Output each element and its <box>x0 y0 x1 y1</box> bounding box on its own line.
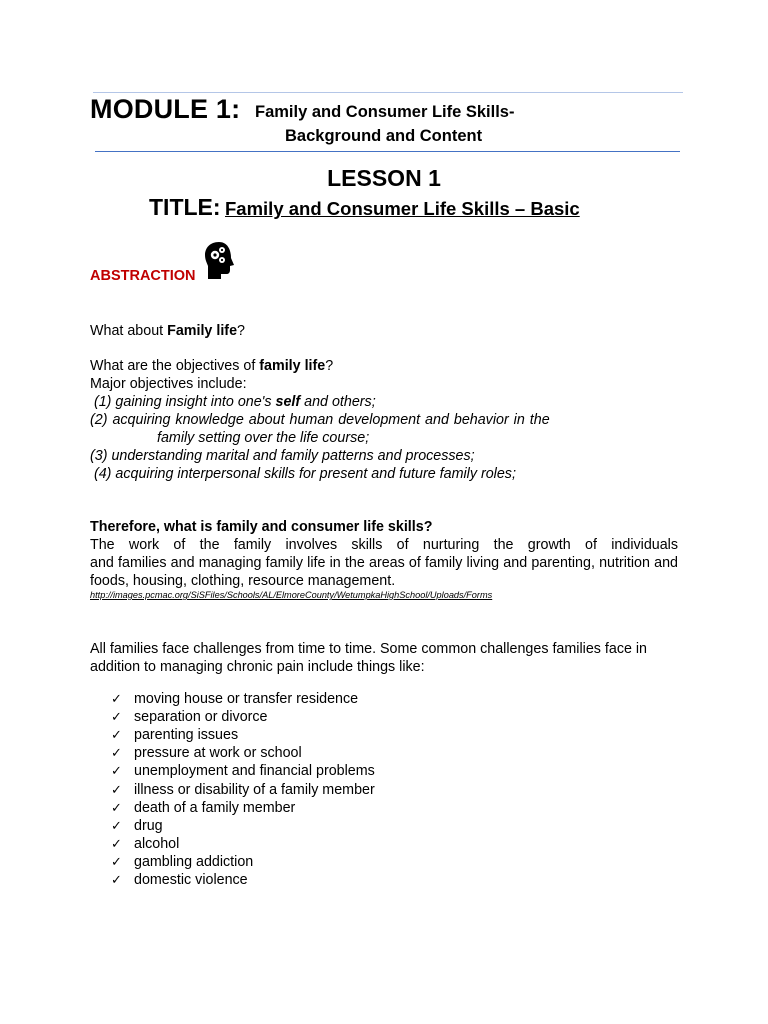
list-item <box>111 744 511 762</box>
challenges-intro: All families face challenges from time to time. Some common challenges families face in addition to managing chronic pain include things like: <box>90 641 648 675</box>
objective-4: (4) acquiring interpersonal skills for present and future family roles; <box>90 466 516 482</box>
objective-3: (3) understanding marital and family patterns and processes; <box>90 448 475 464</box>
definition-heading: Therefore, what is family and consumer life skills? <box>90 519 433 535</box>
list-item <box>111 835 511 853</box>
module-prefix: MODULE 1: <box>90 94 241 124</box>
list-item-label: alcohol <box>134 835 180 852</box>
challenges-list <box>111 690 511 889</box>
checkmark-icon: ✓ <box>111 817 122 833</box>
list-item-label: drug <box>134 817 163 834</box>
question-objectives: What are the objectives of family life? <box>90 358 334 374</box>
list-item-label: pressure at work or school <box>134 745 302 762</box>
module-subtitle-line1: Family and Consumer Life Skills- <box>255 103 515 121</box>
title-prefix: TITLE: <box>149 194 221 220</box>
list-item-label: illness or disability of a family member <box>134 781 375 798</box>
list-item-label: moving house or transfer residence <box>134 691 359 708</box>
list-item <box>111 853 511 871</box>
objective-1: (1) gaining insight into one's self and others; <box>90 394 376 410</box>
list-item-label: domestic violence <box>134 871 248 888</box>
checkmark-icon: ✓ <box>111 835 122 851</box>
checkmark-icon: ✓ <box>111 871 122 887</box>
title-text: Family and Consumer Life Skills – Basic <box>225 198 580 219</box>
definition-line-1: The work of the family involves skills of nurturing the growth of individuals <box>90 537 678 553</box>
list-item <box>111 799 511 817</box>
list-item-label: unemployment and financial problems <box>134 763 375 780</box>
list-item <box>111 762 511 780</box>
major-objectives-intro: Major objectives include: <box>90 376 247 392</box>
question-family-life: What about Family life? <box>90 323 245 339</box>
source-link[interactable]: http://images.pcmac.org/SiSFiles/Schools/AL/ElmoreCounty/WetumpkaHighSchool/Uploads/Forms <box>90 590 493 600</box>
abstraction-label: ABSTRACTION <box>90 268 196 284</box>
header-rule-top <box>93 92 683 93</box>
definition-rest: and families and managing family life in the areas of family living and parenting, nutrition and foods, housing, clothing, resource management. <box>90 555 678 589</box>
checkmark-icon: ✓ <box>111 691 122 707</box>
list-item-label: gambling addiction <box>134 853 254 870</box>
list-item <box>111 871 511 889</box>
checkmark-icon: ✓ <box>111 727 122 743</box>
list-item <box>111 817 511 835</box>
list-item <box>111 726 511 744</box>
list-item <box>111 690 511 708</box>
objective-2-line1: (2) acquiring knowledge about human development and behavior in the <box>90 412 550 428</box>
checkmark-icon: ✓ <box>111 799 122 815</box>
module-heading <box>90 94 240 125</box>
list-item <box>111 708 511 726</box>
list-item-label: death of a family member <box>134 799 296 816</box>
module-subtitle-line2: Background and Content <box>285 127 483 145</box>
header-rule-bottom <box>95 151 680 152</box>
list-item-label: separation or divorce <box>134 709 268 726</box>
lesson-heading: LESSON 1 <box>327 165 441 191</box>
list-item-label: parenting issues <box>134 727 239 744</box>
checkmark-icon: ✓ <box>111 853 122 869</box>
checkmark-icon: ✓ <box>111 763 122 779</box>
lesson-title <box>149 194 580 221</box>
checkmark-icon: ✓ <box>111 709 122 725</box>
objective-2-line2: family setting over the life course; <box>157 430 370 446</box>
checkmark-icon: ✓ <box>111 745 122 761</box>
list-item <box>111 780 511 798</box>
definition-paragraph <box>90 536 678 590</box>
checkmark-icon: ✓ <box>111 781 122 797</box>
head-with-gears-icon <box>203 241 237 281</box>
